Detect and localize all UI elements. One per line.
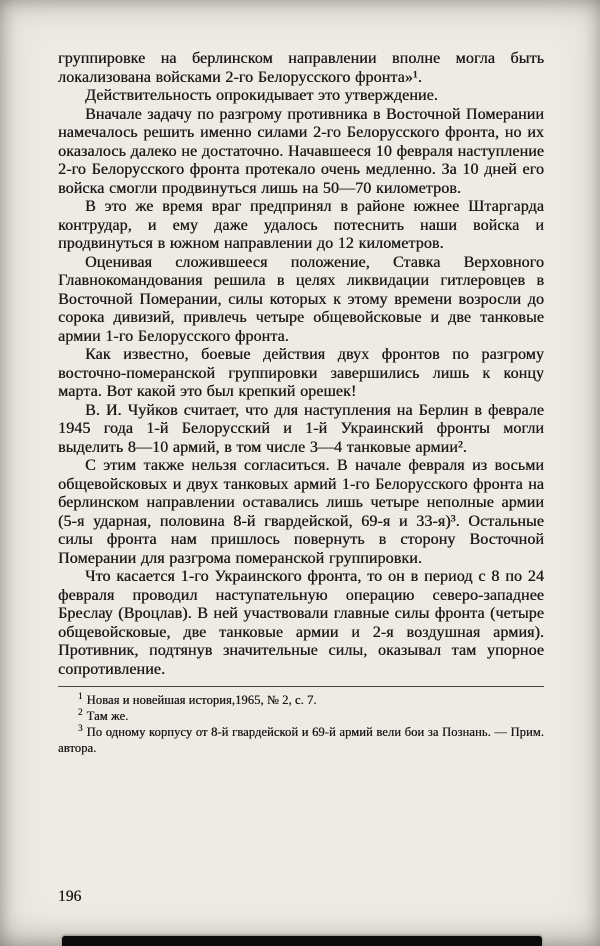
paragraph: Действительность опрокидывает это утверждение.: [85, 87, 438, 104]
footnote-marker: 3: [78, 722, 83, 733]
paragraph: С этим также нельзя согласиться. В начале февраля из восьми общевойсковых и двух танковых армий 1-го Белорусского фронта на берлинском направлении оставались лишь четыре неполные армии (5-я ударная, половина 8-й гвардейской, 69-я и 33-я)³. Остальные силы фронта нам пришлось повернуть в сторону Восточной Померании для разгрома померанской группировки.: [58, 457, 544, 567]
paragraph: В это же время враг предпринял в районе южнее Штаргарда контрудар, и ему даже удалось потеснить наши войска и продвинуться в южном направлении до 12 километров.: [58, 198, 544, 252]
footnote-marker: 2: [78, 706, 83, 717]
footnote: [58, 724, 544, 756]
paragraph: Вначале задачу по разгрому противника в Восточной Померании намечалось решить именно силами 2-го Белорусского фронта, но их оказалось далеко не достаточно. Начавшееся 10 февраля наступление 2-го Белорусского фронта протекало очень медленно. За 10 дней его войска смогли продвинуться лишь на 50—70 километров.: [58, 105, 544, 197]
text-block: [58, 50, 544, 756]
paragraph: Как известно, боевые действия двух фронтов по разгрому восточно-померанской группировки завершились лишь к концу марта. Вот какой это был крепкий орешек!: [58, 346, 544, 400]
footnote-text: По одному корпусу от 8-й гвардейской и 69-й армий вели бои за Познань. — Прим. автора.: [58, 725, 544, 755]
footnotes-section: [58, 686, 544, 756]
footnote-text: Там же.: [86, 709, 129, 723]
footnote-separator: [58, 686, 544, 687]
paragraph: Оценивая сложившееся положение, Ставка Верховного Главнокомандования решила в целях ликвидации гитлеровцев в Восточной Померании, силы которых к этому времени возросли до сорока дивизий, привлечь четыре общевойсковые и две танковые армии 1-го Белорусского фронта.: [58, 253, 544, 345]
page-number: 196: [58, 888, 82, 905]
paragraph: Что касается 1-го Украинского фронта, то он в период с 8 по 24 февраля проводил наступательную операцию северо-западнее Бреслау (Вроцлав). В ней участвовали главные силы фронта (четыре общевойсковые, две танковые армии и 2-я воздушная армия). Противник, подтянув значительные силы, оказывал там упорное сопротивление.: [58, 568, 544, 678]
paragraph: группировке на берлинском направлении вполне могла быть локализована войсками 2-го Белорусского фронта»¹.: [58, 50, 544, 86]
footnote-marker: 1: [78, 690, 83, 701]
paragraph: В. И. Чуйков считает, что для наступления на Берлин в феврале 1945 года 1-й Белорусский и 1-й Украинский фронты могли выделить 8—10 армий, в том числе 3—4 танковые армии².: [58, 401, 544, 456]
scan-artifact-bar: [62, 936, 542, 946]
footnote-text: Новая и новейшая история,1965, № 2, с. 7.: [86, 693, 317, 707]
footnote: [58, 692, 544, 708]
footnote: [58, 708, 544, 724]
